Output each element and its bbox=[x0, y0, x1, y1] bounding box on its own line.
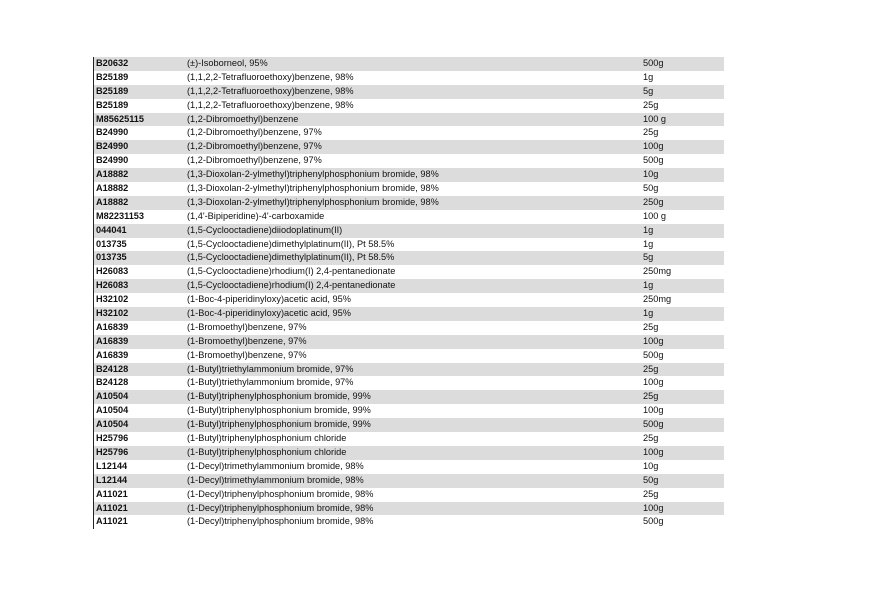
table-row bbox=[94, 279, 724, 293]
table-row bbox=[94, 460, 724, 474]
table-row bbox=[94, 446, 724, 460]
product-description: (±)-Isoborneol, 95% bbox=[187, 58, 268, 68]
product-description: (1,5-Cyclooctadiene)rhodium(I) 2,4-pentanedionate bbox=[187, 266, 396, 277]
product-description: (1,4'-Bipiperidine)-4'-carboxamide bbox=[187, 210, 325, 221]
product-size: 100g bbox=[643, 377, 664, 388]
product-code: A16839 bbox=[96, 349, 129, 360]
table-row bbox=[94, 126, 724, 140]
product-size: 10g bbox=[643, 460, 659, 471]
product-size: 500g bbox=[643, 58, 664, 68]
product-code: B25189 bbox=[96, 71, 129, 82]
table-row bbox=[94, 113, 724, 127]
product-size: 25g bbox=[643, 391, 659, 402]
product-size: 25g bbox=[643, 321, 659, 332]
product-description: (1-Bromoethyl)benzene, 97% bbox=[187, 349, 307, 360]
product-code: H26083 bbox=[96, 266, 129, 277]
product-size: 25g bbox=[643, 363, 659, 374]
product-code: A18882 bbox=[96, 169, 129, 180]
table-row bbox=[94, 238, 724, 252]
product-code: B25189 bbox=[96, 99, 129, 110]
product-code: L12144 bbox=[96, 474, 128, 485]
product-code: A18882 bbox=[96, 196, 129, 207]
product-size: 50g bbox=[643, 474, 659, 485]
product-code: 013735 bbox=[96, 238, 127, 249]
product-code: B20632 bbox=[96, 58, 129, 68]
product-description: (1-Decyl)trimethylammonium bromide, 98% bbox=[187, 460, 364, 471]
product-size: 1g bbox=[643, 280, 654, 291]
product-code: L12144 bbox=[96, 460, 128, 471]
table-row bbox=[94, 515, 724, 529]
product-size: 250mg bbox=[643, 294, 672, 305]
product-code: A10504 bbox=[96, 391, 129, 402]
table-row bbox=[94, 168, 724, 182]
product-size: 500g bbox=[643, 155, 664, 166]
product-size: 500g bbox=[643, 516, 664, 527]
product-description: (1-Decyl)triphenylphosphonium bromide, 98% bbox=[187, 488, 374, 499]
product-description: (1,2-Dibromoethyl)benzene bbox=[187, 113, 299, 124]
product-size: 100g bbox=[643, 335, 664, 346]
table-row bbox=[94, 432, 724, 446]
product-code: A10504 bbox=[96, 419, 129, 430]
product-description: (1-Boc-4-piperidinyloxy)acetic acid, 95% bbox=[187, 308, 351, 319]
product-description: (1,3-Dioxolan-2-ylmethyl)triphenylphosphonium bromide, 98% bbox=[187, 169, 439, 180]
product-code: 044041 bbox=[96, 224, 127, 235]
product-size: 250g bbox=[643, 196, 664, 207]
product-size: 25g bbox=[643, 127, 659, 138]
product-description: (1-Bromoethyl)benzene, 97% bbox=[187, 321, 307, 332]
table-row bbox=[94, 349, 724, 363]
product-code: M82231153 bbox=[96, 210, 145, 221]
table-row bbox=[94, 307, 724, 321]
product-code: H32102 bbox=[96, 294, 129, 305]
product-description: (1,2-Dibromoethyl)benzene, 97% bbox=[187, 155, 322, 166]
product-description: (1,3-Dioxolan-2-ylmethyl)triphenylphosphonium bromide, 98% bbox=[187, 183, 439, 194]
product-description: (1-Decyl)triphenylphosphonium bromide, 98% bbox=[187, 502, 374, 513]
product-size: 5g bbox=[643, 85, 654, 96]
product-code: B24990 bbox=[96, 141, 129, 152]
table-row bbox=[94, 182, 724, 196]
table-row bbox=[94, 71, 724, 85]
product-code: B25189 bbox=[96, 85, 129, 96]
product-code: M85625115 bbox=[96, 113, 145, 124]
table-row bbox=[94, 251, 724, 265]
product-size: 5g bbox=[643, 252, 654, 263]
table-row bbox=[94, 210, 724, 224]
product-code: H32102 bbox=[96, 308, 129, 319]
table-row bbox=[94, 474, 724, 488]
product-description: (1,1,2,2-Tetrafluoroethoxy)benzene, 98% bbox=[187, 71, 354, 82]
product-code: A11021 bbox=[96, 502, 128, 513]
product-size: 1g bbox=[643, 71, 654, 82]
product-description: (1-Butyl)triphenylphosphonium chloride bbox=[187, 433, 347, 444]
table-row bbox=[94, 85, 724, 99]
table-row bbox=[94, 321, 724, 335]
product-description: (1,5-Cyclooctadiene)dimethylplatinum(II), Pt 58.5% bbox=[187, 238, 395, 249]
product-code: A10504 bbox=[96, 405, 129, 416]
product-code: B24128 bbox=[96, 363, 129, 374]
product-description: (1,3-Dioxolan-2-ylmethyl)triphenylphosphonium bromide, 98% bbox=[187, 196, 439, 207]
product-size: 50g bbox=[643, 183, 659, 194]
product-size: 25g bbox=[643, 488, 659, 499]
table-row bbox=[94, 502, 724, 516]
table-row bbox=[94, 224, 724, 238]
product-size: 10g bbox=[643, 169, 659, 180]
table-row bbox=[94, 363, 724, 377]
table-row bbox=[94, 140, 724, 154]
product-description: (1-Butyl)triethylammonium bromide, 97% bbox=[187, 377, 354, 388]
product-description: (1,1,2,2-Tetrafluoroethoxy)benzene, 98% bbox=[187, 99, 354, 110]
product-size: 500g bbox=[643, 419, 664, 430]
table-row bbox=[94, 418, 724, 432]
product-code: 013735 bbox=[96, 252, 127, 263]
product-description: (1-Butyl)triethylammonium bromide, 97% bbox=[187, 363, 354, 374]
product-table bbox=[93, 57, 724, 529]
product-size: 100 g bbox=[643, 210, 666, 221]
product-size: 100g bbox=[643, 141, 664, 152]
product-size: 250mg bbox=[643, 266, 672, 277]
table-row bbox=[94, 265, 724, 279]
product-size: 1g bbox=[643, 238, 654, 249]
product-code: H26083 bbox=[96, 280, 129, 291]
product-code: H25796 bbox=[96, 433, 129, 444]
product-code: A18882 bbox=[96, 183, 129, 194]
product-code: A11021 bbox=[96, 488, 128, 499]
product-code: A11021 bbox=[96, 516, 128, 527]
product-description: (1-Decyl)trimethylammonium bromide, 98% bbox=[187, 474, 364, 485]
product-description: (1-Butyl)triphenylphosphonium bromide, 99% bbox=[187, 405, 371, 416]
table-row bbox=[94, 196, 724, 210]
product-size: 100g bbox=[643, 405, 664, 416]
product-size: 100g bbox=[643, 502, 664, 513]
product-description: (1,1,2,2-Tetrafluoroethoxy)benzene, 98% bbox=[187, 85, 354, 96]
product-description: (1,5-Cyclooctadiene)dimethylplatinum(II), Pt 58.5% bbox=[187, 252, 395, 263]
table-row bbox=[94, 293, 724, 307]
product-size: 1g bbox=[643, 308, 654, 319]
product-size: 25g bbox=[643, 99, 659, 110]
table-row bbox=[94, 488, 724, 502]
product-code: B24128 bbox=[96, 377, 129, 388]
product-description: (1-Butyl)triphenylphosphonium bromide, 99% bbox=[187, 391, 371, 402]
product-description: (1,2-Dibromoethyl)benzene, 97% bbox=[187, 127, 322, 138]
table-row bbox=[94, 404, 724, 418]
table-row bbox=[94, 57, 724, 71]
product-code: A16839 bbox=[96, 335, 129, 346]
product-code: B24990 bbox=[96, 127, 129, 138]
product-description: (1-Butyl)triphenylphosphonium bromide, 99% bbox=[187, 419, 371, 430]
product-size: 100 g bbox=[643, 113, 666, 124]
table-row bbox=[94, 154, 724, 168]
product-description: (1,5-Cyclooctadiene)rhodium(I) 2,4-pentanedionate bbox=[187, 280, 396, 291]
table-row bbox=[94, 99, 724, 113]
product-description: (1-Boc-4-piperidinyloxy)acetic acid, 95% bbox=[187, 294, 351, 305]
product-code: H25796 bbox=[96, 446, 129, 457]
product-description: (1-Decyl)triphenylphosphonium bromide, 98% bbox=[187, 516, 374, 527]
product-code: A16839 bbox=[96, 321, 129, 332]
product-description: (1,5-Cyclooctadiene)diiodoplatinum(II) bbox=[187, 224, 343, 235]
product-size: 100g bbox=[643, 446, 664, 457]
table-row bbox=[94, 335, 724, 349]
product-code: B24990 bbox=[96, 155, 129, 166]
table-row bbox=[94, 376, 724, 390]
product-size: 500g bbox=[643, 349, 664, 360]
product-description: (1-Butyl)triphenylphosphonium chloride bbox=[187, 446, 347, 457]
product-size: 25g bbox=[643, 433, 659, 444]
product-description: (1,2-Dibromoethyl)benzene, 97% bbox=[187, 141, 322, 152]
product-description: (1-Bromoethyl)benzene, 97% bbox=[187, 335, 307, 346]
product-size: 1g bbox=[643, 224, 654, 235]
table-row bbox=[94, 390, 724, 404]
